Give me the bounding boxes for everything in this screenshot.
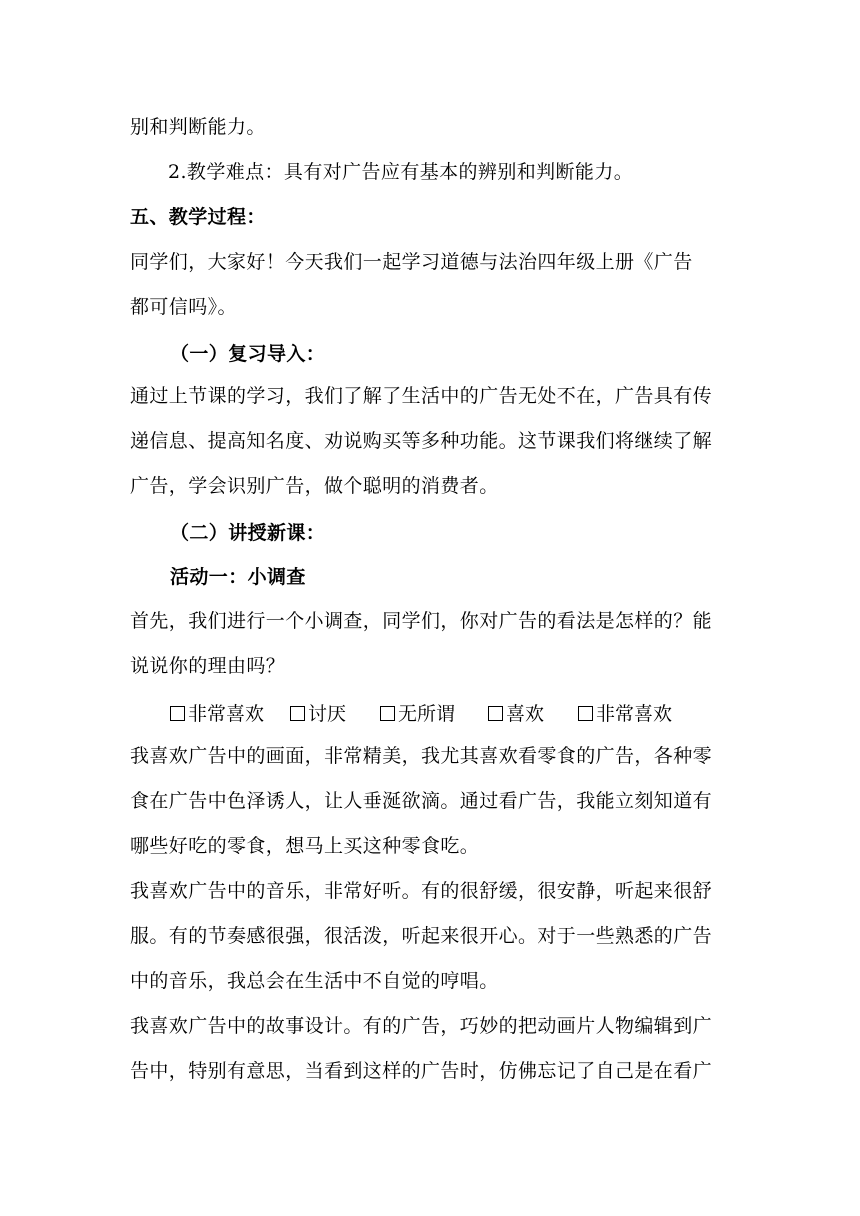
subsection-heading: （一）复习导入： <box>170 343 326 365</box>
subsection-heading: （二）讲授新课： <box>170 522 326 544</box>
paragraph-line: 我喜欢广告中的画面，非常精美，我尤其喜欢看零食的广告，各种零 <box>130 745 713 767</box>
paragraph-line: 首先，我们进行一个小调查，同学们，你对广告的看法是怎样的？能 <box>130 610 713 632</box>
checkbox-icon[interactable] <box>380 706 395 721</box>
paragraph-line: 都可信吗》。 <box>130 296 237 318</box>
section-heading: 五、教学过程： <box>130 206 266 228</box>
paragraph-line: 广告，学会识别广告，做个聪明的消费者。 <box>130 475 499 497</box>
survey-option[interactable]: 无所谓 <box>380 700 455 728</box>
paragraph-line: 告中，特别有意思，当看到这样的广告时，仿佛忘记了自己是在看广 <box>130 1060 713 1082</box>
paragraph-line: 同学们，大家好！今天我们一起学习道德与法治四年级上册《广告 <box>130 251 693 273</box>
paragraph-line: 哪些好吃的零食，想马上买这种零食吃。 <box>130 835 480 857</box>
survey-option[interactable]: 非常喜欢 <box>170 700 264 728</box>
activity-heading: 活动一：小调查 <box>170 566 306 588</box>
paragraph-line: 我喜欢广告中的音乐，非常好听。有的很舒缓，很安静，听起来很舒 <box>130 880 713 902</box>
paragraph-line: 我喜欢广告中的故事设计。有的广告，巧妙的把动画片人物编辑到广 <box>130 1015 713 1037</box>
paragraph-line: 递信息、提高知名度、劝说购买等多种功能。这节课我们将继续了解 <box>130 430 713 452</box>
survey-option[interactable]: 讨厌 <box>290 700 346 728</box>
survey-option[interactable]: 喜欢 <box>488 700 544 728</box>
paragraph-line: 别和判断能力。 <box>130 116 266 138</box>
paragraph-line: 食在广告中色泽诱人，让人垂涎欲滴。通过看广告，我能立刻知道有 <box>130 790 713 812</box>
paragraph-line: 服。有的节奏感很强，很活泼，听起来很开心。对于一些熟悉的广告 <box>130 925 713 947</box>
paragraph-line: 中的音乐，我总会在生活中不自觉的哼唱。 <box>130 970 499 992</box>
teaching-difficulty: 2.教学难点：具有对广告应有基本的辨别和判断能力。 <box>168 161 634 183</box>
checkbox-icon[interactable] <box>578 706 593 721</box>
checkbox-icon[interactable] <box>290 706 305 721</box>
paragraph-line: 通过上节课的学习，我们了解了生活中的广告无处不在，广告具有传 <box>130 385 713 407</box>
paragraph-line: 说说你的理由吗？ <box>130 655 286 677</box>
checkbox-icon[interactable] <box>488 706 503 721</box>
survey-option[interactable]: 非常喜欢 <box>578 700 672 728</box>
checkbox-icon[interactable] <box>170 706 185 721</box>
